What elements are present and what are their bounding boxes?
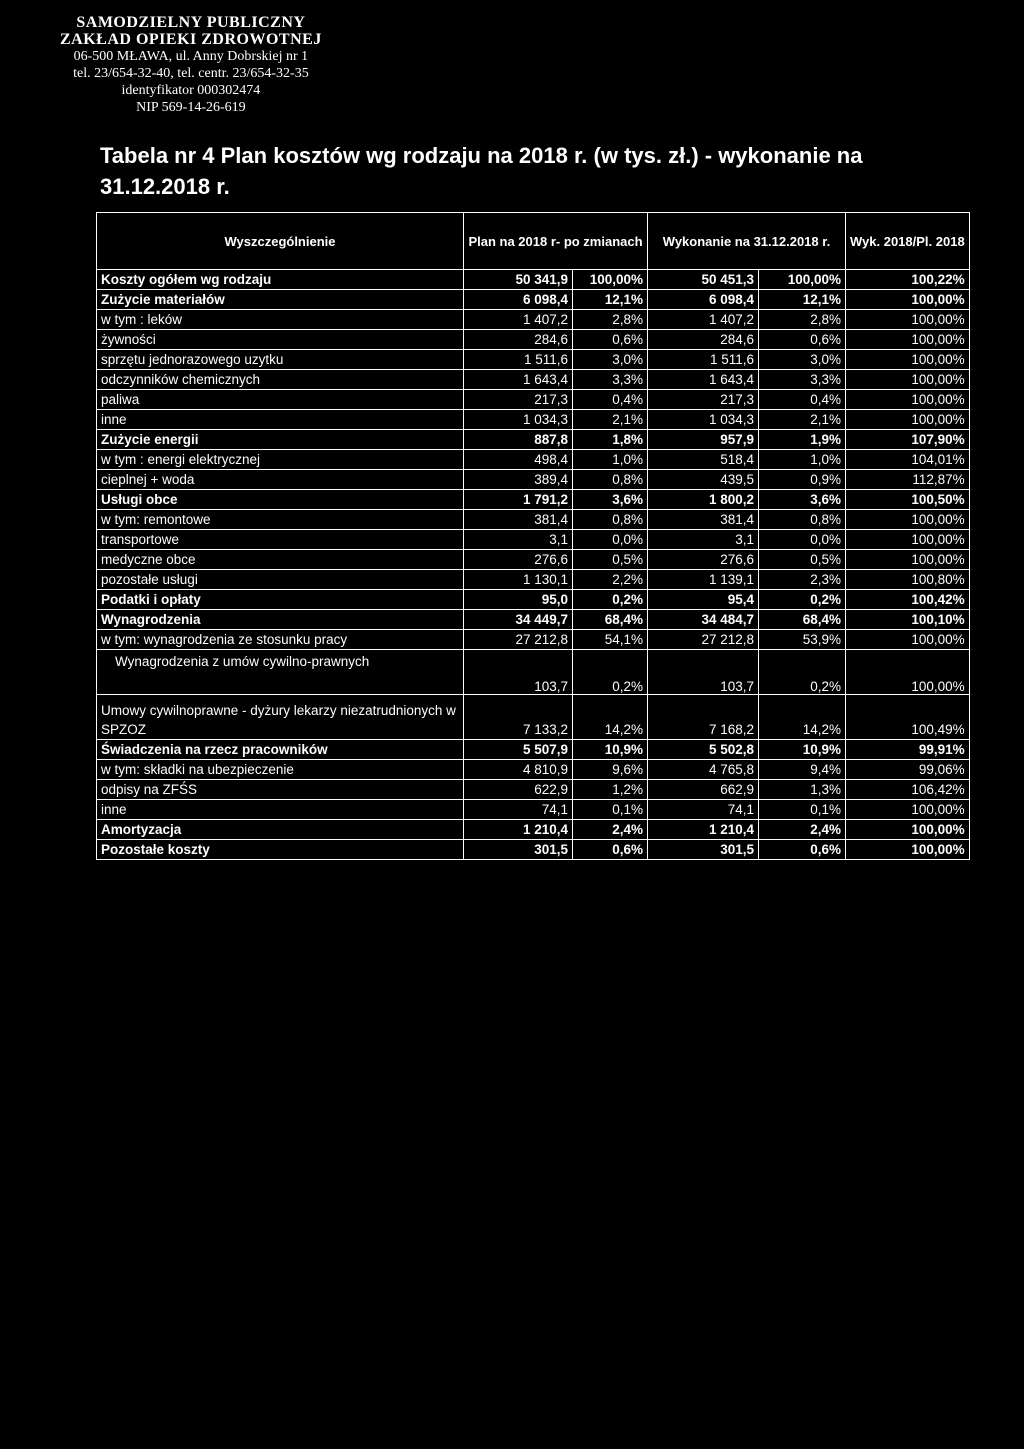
execution-value: 276,6: [648, 550, 759, 570]
execution-value: 5 502,8: [648, 740, 759, 760]
plan-value: 27 212,8: [464, 630, 573, 650]
plan-share: 2,2%: [573, 570, 648, 590]
table-row: [97, 760, 970, 780]
plan-value: 4 810,9: [464, 760, 573, 780]
plan-share: 68,4%: [573, 610, 648, 630]
execution-ratio: 100,00%: [846, 390, 970, 410]
plan-value: 381,4: [464, 510, 573, 530]
execution-ratio: 112,87%: [846, 470, 970, 490]
plan-share: 0,1%: [573, 800, 648, 820]
table-row: [97, 570, 970, 590]
table-row: [97, 610, 970, 630]
row-label: Usługi obce: [97, 490, 464, 510]
execution-value: 1 800,2: [648, 490, 759, 510]
execution-value: 27 212,8: [648, 630, 759, 650]
plan-value: 3,1: [464, 530, 573, 550]
plan-value: 103,7: [464, 650, 573, 695]
row-label: w tym: składki na ubezpieczenie: [97, 760, 464, 780]
letterhead-phone: tel. 23/654-32-40, tel. centr. 23/654-32-35: [73, 66, 309, 81]
execution-ratio: 100,00%: [846, 510, 970, 530]
row-label: Zużycie materiałów: [97, 290, 464, 310]
plan-value: 1 511,6: [464, 350, 573, 370]
row-label: Umowy cywilnoprawne - dyżury lekarzy niezatrudnionych w SPZOZ: [97, 695, 464, 740]
plan-share: 0,8%: [573, 510, 648, 530]
plan-share: 12,1%: [573, 290, 648, 310]
table-header-row: [97, 213, 970, 270]
execution-value: 381,4: [648, 510, 759, 530]
plan-share: 1,2%: [573, 780, 648, 800]
execution-value: 217,3: [648, 390, 759, 410]
plan-share: 0,6%: [573, 330, 648, 350]
execution-ratio: 100,80%: [846, 570, 970, 590]
letterhead-line-2: ZAKŁAD OPIEKI ZDROWOTNEJ: [60, 31, 322, 48]
execution-value: 1 407,2: [648, 310, 759, 330]
table-row: [97, 430, 970, 450]
table-row: [97, 390, 970, 410]
execution-value: 3,1: [648, 530, 759, 550]
row-label: Świadczenia na rzecz pracowników: [97, 740, 464, 760]
execution-share: 68,4%: [759, 610, 846, 630]
plan-share: 2,4%: [573, 820, 648, 840]
execution-value: 103,7: [648, 650, 759, 695]
execution-share: 0,4%: [759, 390, 846, 410]
plan-share: 0,0%: [573, 530, 648, 550]
execution-value: 518,4: [648, 450, 759, 470]
execution-ratio: 100,00%: [846, 650, 970, 695]
plan-share: 3,3%: [573, 370, 648, 390]
execution-ratio: 100,50%: [846, 490, 970, 510]
execution-share: 2,4%: [759, 820, 846, 840]
table-row: [97, 290, 970, 310]
table-row: [97, 310, 970, 330]
header-ratio: Wyk. 2018/Pl. 2018: [846, 213, 970, 270]
execution-value: 1 139,1: [648, 570, 759, 590]
row-label: Wynagrodzenia z umów cywilno-prawnych: [97, 650, 464, 695]
execution-value: 1 511,6: [648, 350, 759, 370]
execution-value: 439,5: [648, 470, 759, 490]
plan-share: 54,1%: [573, 630, 648, 650]
row-label: Koszty ogółem wg rodzaju: [97, 270, 464, 290]
execution-value: 6 098,4: [648, 290, 759, 310]
execution-ratio: 106,42%: [846, 780, 970, 800]
plan-value: 284,6: [464, 330, 573, 350]
execution-value: 957,9: [648, 430, 759, 450]
plan-value: 622,9: [464, 780, 573, 800]
execution-value: 7 168,2: [648, 695, 759, 740]
row-label: Pozostałe koszty: [97, 840, 464, 860]
execution-value: 301,5: [648, 840, 759, 860]
table-row: [97, 590, 970, 610]
execution-value: 1 034,3: [648, 410, 759, 430]
table-row: [97, 840, 970, 860]
plan-value: 276,6: [464, 550, 573, 570]
execution-share: 3,0%: [759, 350, 846, 370]
letterhead-identifier: identyfikator 000302474: [121, 83, 261, 98]
table-row: [97, 740, 970, 760]
plan-value: 1 210,4: [464, 820, 573, 840]
header-description: Wyszczególnienie: [97, 213, 464, 270]
plan-value: 1 643,4: [464, 370, 573, 390]
plan-share: 14,2%: [573, 695, 648, 740]
table-row: [97, 695, 970, 740]
row-label: w tym: wynagrodzenia ze stosunku pracy: [97, 630, 464, 650]
row-label: żywności: [97, 330, 464, 350]
execution-value: 284,6: [648, 330, 759, 350]
letterhead-nip: NIP 569-14-26-619: [136, 100, 246, 115]
execution-share: 0,0%: [759, 530, 846, 550]
plan-share: 2,8%: [573, 310, 648, 330]
plan-share: 10,9%: [573, 740, 648, 760]
execution-share: 1,0%: [759, 450, 846, 470]
execution-ratio: 100,00%: [846, 350, 970, 370]
plan-share: 2,1%: [573, 410, 648, 430]
plan-share: 0,2%: [573, 590, 648, 610]
plan-value: 74,1: [464, 800, 573, 820]
execution-share: 0,6%: [759, 840, 846, 860]
execution-value: 1 210,4: [648, 820, 759, 840]
execution-ratio: 99,06%: [846, 760, 970, 780]
plan-value: 498,4: [464, 450, 573, 470]
execution-share: 0,1%: [759, 800, 846, 820]
execution-share: 10,9%: [759, 740, 846, 760]
execution-ratio: 100,00%: [846, 630, 970, 650]
execution-ratio: 100,00%: [846, 310, 970, 330]
plan-value: 1 130,1: [464, 570, 573, 590]
plan-share: 1,8%: [573, 430, 648, 450]
table-row: [97, 630, 970, 650]
execution-ratio: 99,91%: [846, 740, 970, 760]
row-label: Podatki i opłaty: [97, 590, 464, 610]
row-label: pozostałe usługi: [97, 570, 464, 590]
execution-ratio: 100,00%: [846, 800, 970, 820]
page-title: Tabela nr 4 Plan kosztów wg rodzaju na 2018 r. (w tys. zł.) - wykonanie na 31.12.2018 r.: [100, 143, 863, 199]
row-label: cieplnej + woda: [97, 470, 464, 490]
execution-ratio: 104,01%: [846, 450, 970, 470]
execution-ratio: 100,00%: [846, 530, 970, 550]
execution-value: 34 484,7: [648, 610, 759, 630]
execution-ratio: 100,00%: [846, 840, 970, 860]
plan-value: 301,5: [464, 840, 573, 860]
row-label: sprzętu jednorazowego uzytku: [97, 350, 464, 370]
execution-ratio: 100,22%: [846, 270, 970, 290]
execution-share: 12,1%: [759, 290, 846, 310]
table-row: [97, 820, 970, 840]
letterhead-line-1: SAMODZIELNY PUBLICZNY: [76, 14, 306, 31]
execution-share: 2,8%: [759, 310, 846, 330]
execution-share: 3,6%: [759, 490, 846, 510]
row-label: transportowe: [97, 530, 464, 550]
execution-ratio: 100,00%: [846, 370, 970, 390]
plan-share: 0,8%: [573, 470, 648, 490]
letterhead: [60, 14, 322, 116]
plan-value: 5 507,9: [464, 740, 573, 760]
execution-ratio: 100,00%: [846, 410, 970, 430]
plan-value: 34 449,7: [464, 610, 573, 630]
row-label: odpisy na ZFŚS: [97, 780, 464, 800]
row-label: inne: [97, 410, 464, 430]
plan-value: 1 407,2: [464, 310, 573, 330]
execution-share: 1,3%: [759, 780, 846, 800]
plan-share: 0,5%: [573, 550, 648, 570]
row-label: Zużycie energii: [97, 430, 464, 450]
plan-share: 9,6%: [573, 760, 648, 780]
plan-share: 0,6%: [573, 840, 648, 860]
execution-ratio: 100,42%: [846, 590, 970, 610]
execution-value: 74,1: [648, 800, 759, 820]
plan-share: 3,6%: [573, 490, 648, 510]
execution-ratio: 100,00%: [846, 550, 970, 570]
execution-ratio: 100,10%: [846, 610, 970, 630]
plan-value: 50 341,9: [464, 270, 573, 290]
table-row: [97, 650, 970, 695]
row-label: Amortyzacja: [97, 820, 464, 840]
row-label: w tym: remontowe: [97, 510, 464, 530]
row-label: medyczne obce: [97, 550, 464, 570]
execution-share: 3,3%: [759, 370, 846, 390]
execution-share: 53,9%: [759, 630, 846, 650]
execution-share: 100,00%: [759, 270, 846, 290]
row-label: inne: [97, 800, 464, 820]
plan-value: 6 098,4: [464, 290, 573, 310]
table-row: [97, 410, 970, 430]
row-label: odczynników chemicznych: [97, 370, 464, 390]
table-row: [97, 780, 970, 800]
execution-ratio: 100,00%: [846, 330, 970, 350]
plan-value: 95,0: [464, 590, 573, 610]
execution-value: 4 765,8: [648, 760, 759, 780]
plan-value: 217,3: [464, 390, 573, 410]
execution-value: 50 451,3: [648, 270, 759, 290]
execution-value: 1 643,4: [648, 370, 759, 390]
execution-share: 0,5%: [759, 550, 846, 570]
plan-share: 0,4%: [573, 390, 648, 410]
execution-share: 0,2%: [759, 590, 846, 610]
table-row: [97, 510, 970, 530]
execution-value: 662,9: [648, 780, 759, 800]
plan-value: 1 034,3: [464, 410, 573, 430]
execution-ratio: 100,49%: [846, 695, 970, 740]
table-row: [97, 800, 970, 820]
table-row: [97, 530, 970, 550]
table-row: [97, 450, 970, 470]
table-row: [97, 490, 970, 510]
execution-value: 95,4: [648, 590, 759, 610]
execution-ratio: 100,00%: [846, 820, 970, 840]
table-row: [97, 330, 970, 350]
execution-share: 0,8%: [759, 510, 846, 530]
execution-share: 14,2%: [759, 695, 846, 740]
plan-value: 7 133,2: [464, 695, 573, 740]
plan-value: 1 791,2: [464, 490, 573, 510]
execution-share: 1,9%: [759, 430, 846, 450]
row-label: w tym : leków: [97, 310, 464, 330]
letterhead-address: 06-500 MŁAWA, ul. Anny Dobrskiej nr 1: [73, 49, 309, 64]
row-label: paliwa: [97, 390, 464, 410]
execution-ratio: 107,90%: [846, 430, 970, 450]
execution-share: 2,3%: [759, 570, 846, 590]
table-row: [97, 270, 970, 290]
plan-share: 1,0%: [573, 450, 648, 470]
table-row: [97, 550, 970, 570]
execution-share: 2,1%: [759, 410, 846, 430]
plan-share: 0,2%: [573, 650, 648, 695]
execution-share: 0,2%: [759, 650, 846, 695]
execution-ratio: 100,00%: [846, 290, 970, 310]
plan-share: 100,00%: [573, 270, 648, 290]
row-label: Wynagrodzenia: [97, 610, 464, 630]
cost-table: [96, 212, 970, 860]
header-execution: Wykonanie na 31.12.2018 r.: [648, 213, 846, 270]
execution-share: 0,6%: [759, 330, 846, 350]
row-label: w tym : energi elektrycznej: [97, 450, 464, 470]
plan-share: 3,0%: [573, 350, 648, 370]
table-row: [97, 350, 970, 370]
execution-share: 9,4%: [759, 760, 846, 780]
execution-share: 0,9%: [759, 470, 846, 490]
plan-value: 389,4: [464, 470, 573, 490]
plan-value: 887,8: [464, 430, 573, 450]
table-body: [97, 270, 970, 860]
table-row: [97, 470, 970, 490]
header-plan: Plan na 2018 r- po zmianach: [464, 213, 648, 270]
table-row: [97, 370, 970, 390]
